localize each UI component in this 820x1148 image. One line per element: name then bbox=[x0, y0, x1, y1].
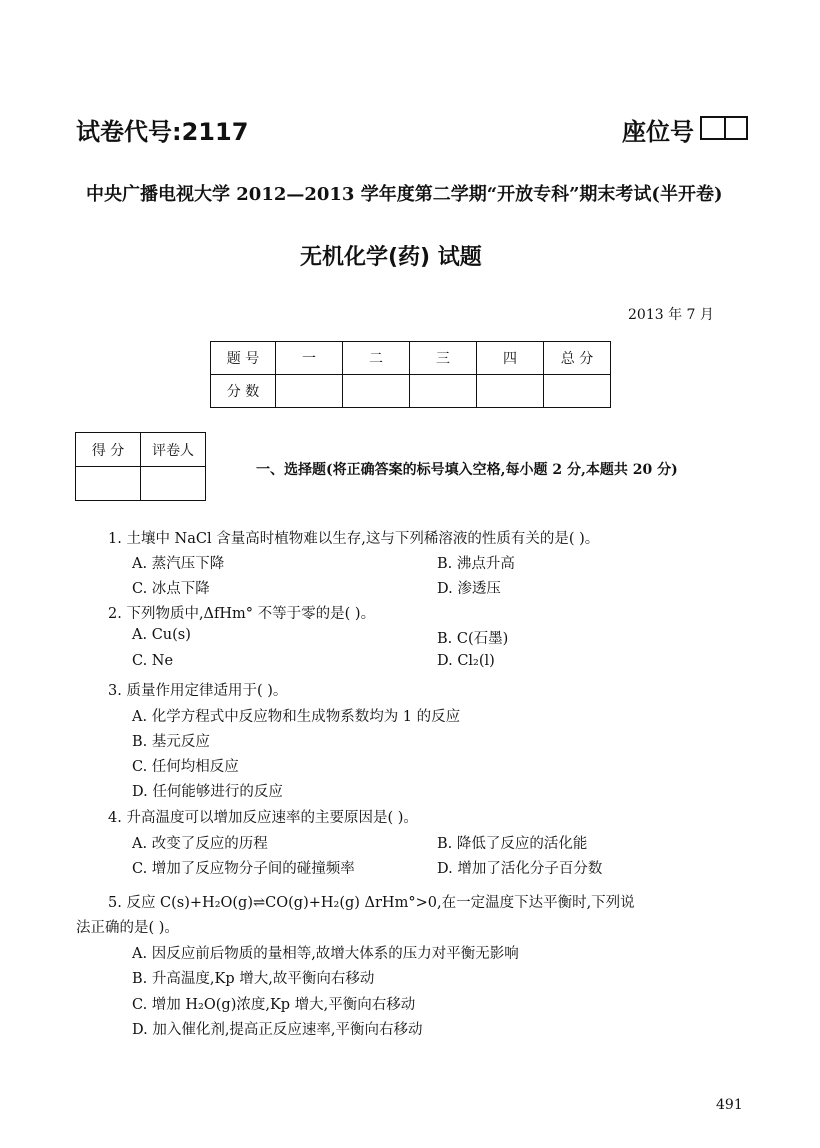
question-stem: 4. 升高温度可以增加反应速率的主要原因是( )。 bbox=[108, 810, 418, 826]
score-table-cell: 题 号 bbox=[211, 342, 276, 375]
exam-code: 试卷代号:2117 bbox=[76, 118, 249, 146]
grader-blank-cell[interactable] bbox=[76, 467, 141, 501]
exam-title: 中央广播电视大学 2012—2013 学年度第二学期“开放专科”期末考试(半开卷) bbox=[86, 184, 723, 205]
score-table bbox=[210, 341, 611, 408]
score-blank-cell[interactable] bbox=[477, 375, 544, 408]
score-blank-cell[interactable] bbox=[343, 375, 410, 408]
score-table-cell: 一 bbox=[276, 342, 343, 375]
score-table-cell: 三 bbox=[410, 342, 477, 375]
question-option: C. 任何均相反应 bbox=[132, 759, 239, 775]
grader-table-cell: 得 分 bbox=[76, 433, 141, 467]
score-table-score-row bbox=[211, 375, 611, 408]
exam-date: 2013 年 7 月 bbox=[628, 307, 714, 323]
subject-title: 无机化学(药) 试题 bbox=[300, 245, 482, 270]
question-option: B. 降低了反应的活化能 bbox=[437, 836, 588, 852]
question-option: C. 增加了反应物分子间的碰撞频率 bbox=[132, 861, 355, 877]
question-option: A. 化学方程式中反应物和生成物系数均为 1 的反应 bbox=[132, 709, 461, 725]
question-option: A. 改变了反应的历程 bbox=[132, 836, 268, 852]
question-option: C. 冰点下降 bbox=[132, 581, 210, 597]
score-blank-cell[interactable] bbox=[544, 375, 611, 408]
score-table-cell: 四 bbox=[477, 342, 544, 375]
question-option: D. 渗透压 bbox=[437, 581, 501, 597]
question-stem-continued: 法正确的是( )。 bbox=[76, 920, 179, 936]
score-table-cell: 总 分 bbox=[544, 342, 611, 375]
question-option: D. 增加了活化分子百分数 bbox=[437, 861, 603, 877]
question-option: A. Cu(s) bbox=[132, 627, 191, 643]
score-blank-cell[interactable] bbox=[410, 375, 477, 408]
question-option: B. 沸点升高 bbox=[437, 556, 515, 572]
question-stem: 5. 反应 C(s)+H₂O(g)⇌CO(g)+H₂(g) ΔrHm°>0,在一定温度下达平衡时,下列说 bbox=[108, 895, 635, 911]
question-option: B. 升高温度,Kp 增大,故平衡向右移动 bbox=[132, 971, 375, 987]
question-option: B. 基元反应 bbox=[132, 734, 210, 750]
section-title: 一、选择题(将正确答案的标号填入空格,每小题 2 分,本题共 20 分) bbox=[256, 462, 678, 478]
grader-blank-cell[interactable] bbox=[141, 467, 206, 501]
seat-label: 座位号 bbox=[622, 118, 694, 146]
question-option: C. 增加 H₂O(g)浓度,Kp 增大,平衡向右移动 bbox=[132, 997, 416, 1013]
score-table-header-row bbox=[211, 342, 611, 375]
question-option: A. 因反应前后物质的量相等,故增大体系的压力对平衡无影响 bbox=[132, 946, 519, 962]
score-blank-cell[interactable] bbox=[276, 375, 343, 408]
question-option: C. Ne bbox=[132, 653, 174, 669]
score-table-cell: 二 bbox=[343, 342, 410, 375]
question-option: D. 加入催化剂,提高正反应速率,平衡向右移动 bbox=[132, 1022, 423, 1038]
question-stem: 3. 质量作用定律适用于( )。 bbox=[108, 683, 288, 699]
score-table-cell: 分 数 bbox=[211, 375, 276, 408]
page-number: 491 bbox=[716, 1097, 743, 1113]
grader-table bbox=[75, 432, 206, 501]
question-option: D. Cl₂(l) bbox=[437, 653, 495, 669]
question-stem: 2. 下列物质中,ΔfHm° 不等于零的是( )。 bbox=[108, 606, 376, 622]
grader-table-cell: 评卷人 bbox=[141, 433, 206, 467]
question-option: D. 任何能够进行的反应 bbox=[132, 784, 283, 800]
seat-number-boxes bbox=[700, 116, 748, 140]
question-stem: 1. 土壤中 NaCl 含量高时植物难以生存,这与下列稀溶液的性质有关的是( )。 bbox=[108, 531, 600, 547]
question-option: A. 蒸汽压下降 bbox=[132, 556, 225, 572]
question-option: B. C(石墨) bbox=[437, 631, 509, 647]
